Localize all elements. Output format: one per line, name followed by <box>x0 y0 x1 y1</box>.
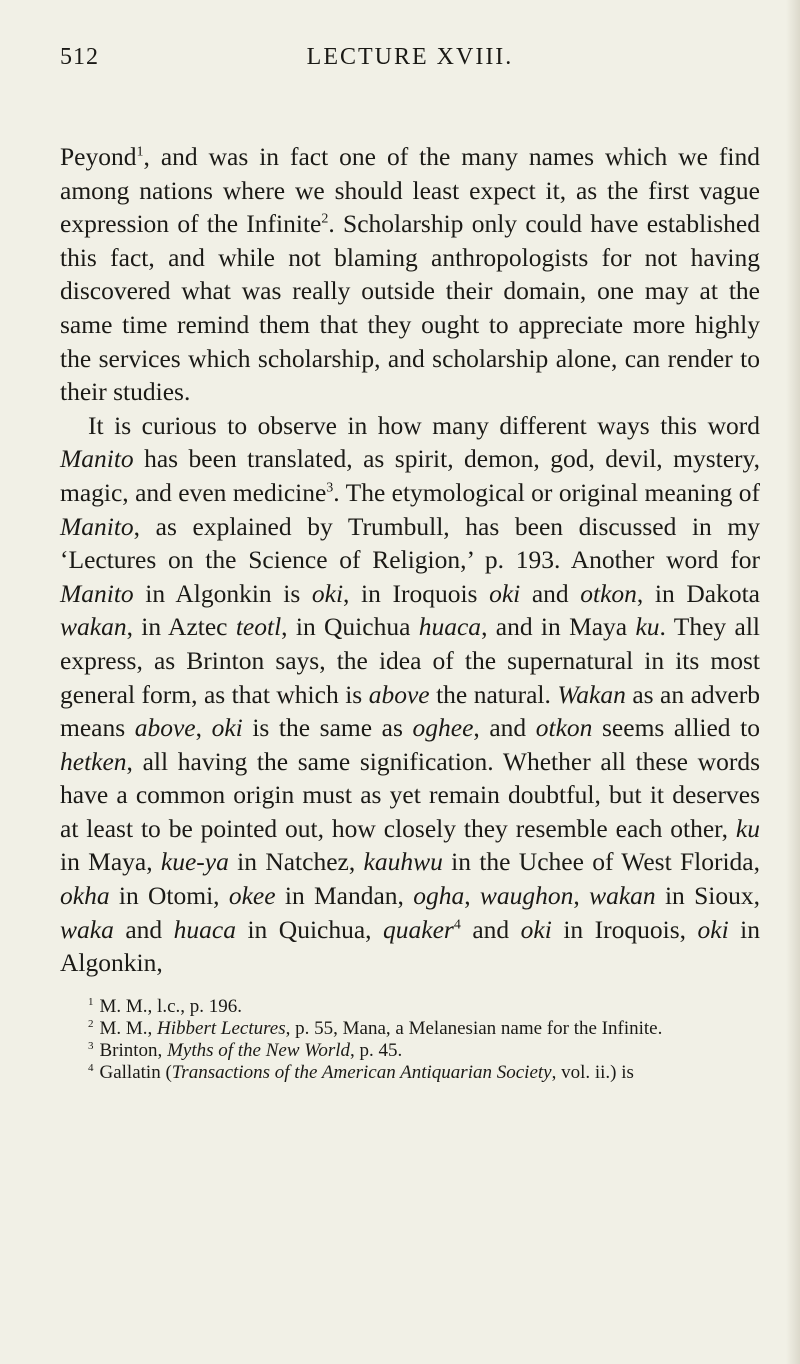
footnote-number: 1 <box>88 995 94 1008</box>
text-run: , in Aztec <box>126 612 236 642</box>
italic-term: quaker <box>383 914 454 944</box>
italic-term: wakan <box>589 881 656 911</box>
footnote-1 <box>60 996 760 1018</box>
italic-term: otkon <box>535 713 593 743</box>
footnote-text: , p. 55, Mana, a Melanesian name for the Infinite. <box>285 1017 663 1039</box>
body-text <box>60 140 760 980</box>
italic-term: kue-ya <box>160 847 229 877</box>
text-run: and <box>520 578 581 608</box>
italic-term: wakan <box>60 612 127 642</box>
italic-term: waughon <box>479 881 574 911</box>
italic-term: hetken <box>60 746 127 776</box>
text-run: It is curious to observe in how many different ways this word <box>88 410 760 440</box>
page-number: 512 <box>60 44 99 70</box>
text-run: in Algonkin is <box>133 578 312 608</box>
italic-term: oki <box>311 578 344 608</box>
italic-term: okha <box>60 881 110 911</box>
text-run: , <box>464 881 480 911</box>
text-run: in Maya, <box>60 847 161 877</box>
footnote-2 <box>60 1018 760 1040</box>
page-edge-shadow <box>786 0 800 1364</box>
italic-term: otkon <box>580 578 637 608</box>
italic-term: okee <box>228 881 276 911</box>
text-run: , in Quichua <box>281 612 419 642</box>
text-run: . They all express, as Brinton says, the idea of the supernatural in its most general form, as that which is <box>60 612 760 709</box>
italic-term: kauhwu <box>363 847 443 877</box>
text-run: , <box>573 881 590 911</box>
italic-term: oki <box>697 914 729 944</box>
text-run: in the Uchee of West Florida, <box>442 847 761 877</box>
footnote-ref-1[interactable]: 1 <box>136 144 144 160</box>
italic-term: waka <box>60 914 114 944</box>
footnote-number: 4 <box>88 1061 94 1074</box>
italic-term: oki <box>489 578 521 608</box>
footnote-text: M. M., l.c., p. 196. <box>99 995 242 1017</box>
italic-term: ku <box>635 612 660 642</box>
running-head <box>60 44 760 84</box>
text-run: the natural. <box>429 679 558 709</box>
text-run: in Sioux, <box>655 881 760 911</box>
footnote-text: Gallatin ( <box>99 1061 172 1083</box>
text-run: in Iroquois, <box>551 914 698 944</box>
text-run: , all having the same signification. Whether all these words have a common origin must as yet remain doubtful, but it deserves at least to be pointed out, how closely they resemble each other, <box>60 746 760 843</box>
footnotes <box>60 996 760 1084</box>
footnote-text: , p. 45. <box>350 1039 403 1061</box>
italic-term: Manito <box>60 444 134 474</box>
footnote-3 <box>60 1040 760 1062</box>
footnote-text: , vol. ii.) is <box>551 1061 634 1083</box>
italic-term: ku <box>735 813 760 843</box>
text-run: in Algonkin, <box>60 914 760 978</box>
footnote-ref-3[interactable]: 3 <box>326 480 334 496</box>
text-run: in Natchez, <box>228 847 364 877</box>
text-run: and <box>113 914 174 944</box>
text-run: , and in Maya <box>481 612 636 642</box>
paragraph-1 <box>60 140 760 409</box>
italic-term: huaca <box>173 914 236 944</box>
footnote-number: 2 <box>88 1017 94 1030</box>
italic-term: above <box>134 713 196 743</box>
text-run: is the same as <box>242 713 413 743</box>
text-run: has been translated, as spirit, demon, god, devil, mystery, magic, and even medicine <box>60 444 760 507</box>
text-run: , as explained by Trumbull, has been discussed in my ‘Lectures on the Science of Religion,’ p. 193. Another word for <box>60 511 760 575</box>
text-run: Peyond <box>60 142 137 171</box>
italic-term: Wakan <box>557 679 626 709</box>
text-run: in Otomi, <box>109 881 229 911</box>
text-run: . The etymological or original meaning of <box>333 477 760 507</box>
text-run: , in Dakota <box>636 578 760 608</box>
italic-term: teotl <box>235 612 282 642</box>
text-run: seems allied to <box>592 713 760 743</box>
text-run: , and <box>473 713 536 743</box>
footnote-number: 3 <box>88 1039 94 1052</box>
footnote-title: Hibbert Lectures <box>157 1017 286 1039</box>
italic-term: oki <box>520 914 552 944</box>
italic-term: Manito <box>60 578 134 608</box>
text-run: . Scholarship only could have established this fact, and while not blaming anthropologists for not having discovered what was really outside their domain, one may at the same time remind them that they ought to appreciate more highly the services which scholarship, and scholarship alone, can render to their studies. <box>60 209 760 407</box>
footnote-title: Myths of the New World <box>167 1039 351 1061</box>
text-run: , in Iroquois <box>343 578 490 608</box>
footnote-4 <box>60 1062 760 1084</box>
italic-term: huaca <box>418 612 482 642</box>
italic-term: oghee <box>412 713 474 743</box>
footnote-ref-4[interactable]: 4 <box>453 917 461 933</box>
footnote-ref-2[interactable]: 2 <box>321 211 329 227</box>
text-run: and <box>460 914 521 944</box>
text-run: in Quichua, <box>235 914 384 944</box>
italic-term: oki <box>211 713 243 743</box>
text-run: as an adverb means <box>60 679 760 743</box>
footnote-text: Brinton, <box>99 1039 168 1061</box>
footnote-title: Transactions of the American Antiquarian Society <box>171 1061 552 1083</box>
text-run: , <box>195 713 212 743</box>
lecture-title: LECTURE XVIII. <box>306 44 514 70</box>
text-run: in Mandan, <box>275 881 414 911</box>
italic-term: ogha <box>413 881 465 911</box>
paragraph-2 <box>60 409 760 980</box>
italic-term: Manito <box>60 511 134 541</box>
italic-term: above <box>368 679 430 709</box>
footnote-text: M. M., <box>99 1017 158 1039</box>
text-run: , and was in fact one of the many names which we find among nations where we should least expect it, as the first vague expression of the Infinite <box>60 142 760 239</box>
